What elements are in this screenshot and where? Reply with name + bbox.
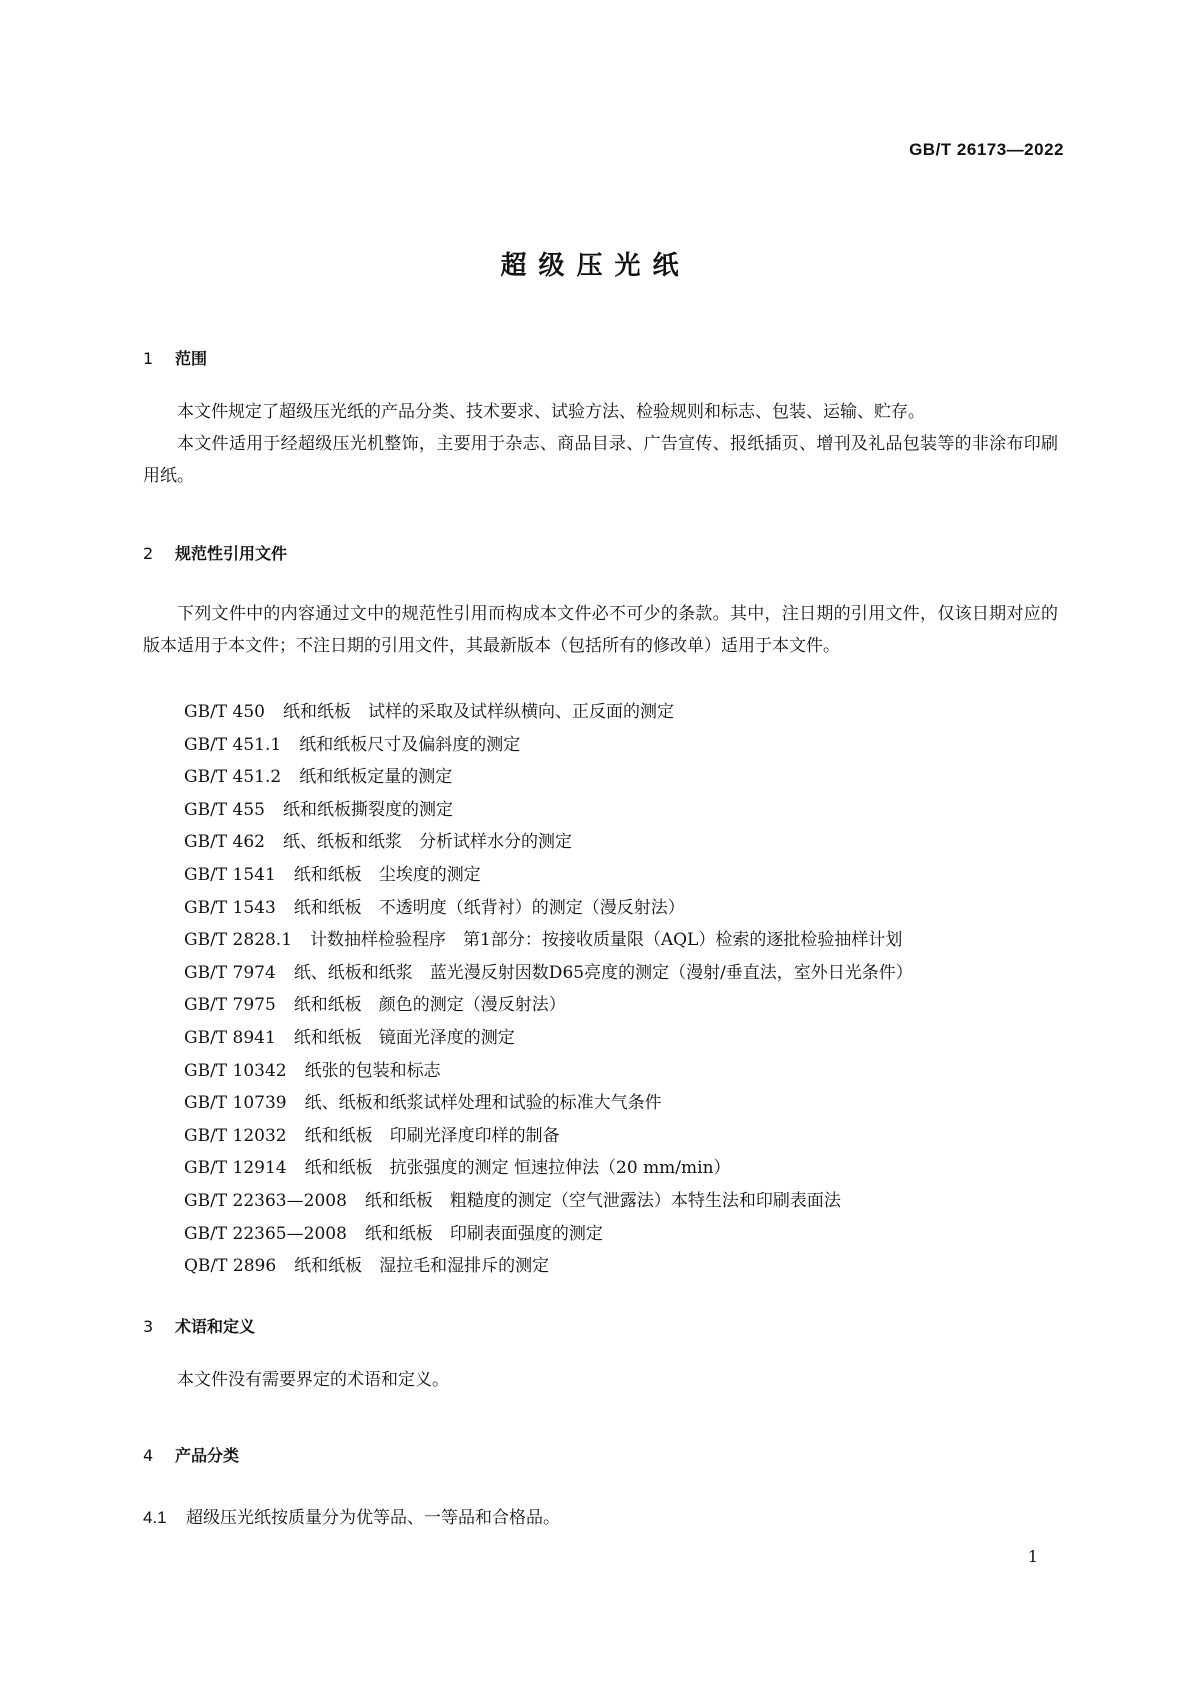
reference-title: 纸和纸板 粗糙度的测定（空气泄露法）本特生法和印刷表面法 [364,1190,841,1211]
reference-code: GB/T 2828.1 [184,930,293,951]
document-title: 超级压光纸 [500,251,691,281]
reference-item [184,1218,1064,1251]
reference-item [184,1055,1064,1088]
reference-list [184,696,1064,1283]
section-heading-scope [143,346,207,369]
reference-code: GB/T 7974 [184,962,276,983]
reference-title: 纸和纸板 尘埃度的测定 [293,864,481,885]
reference-code: GB/T 10739 [184,1093,287,1114]
reference-item [184,989,1064,1022]
reference-title: 纸和纸板 试样的采取及试样纵横向、正反面的测定 [283,702,674,722]
reference-code: GB/T 22365—2008 [184,1223,347,1244]
reference-title: 纸和纸板 镜面光泽度的测定 [293,1027,515,1048]
reference-title: 纸和纸板定量的测定 [299,767,453,788]
reference-code: GB/T 8941 [184,1027,276,1048]
reference-code: QB/T 2896 [184,1256,277,1277]
reference-item [184,924,1064,957]
section-title: 产品分类 [175,1446,240,1465]
reference-title: 纸、纸板和纸浆 分析试样水分的测定 [283,832,572,853]
section-title: 规范性引用文件 [175,544,288,563]
reference-item [184,1022,1064,1055]
reference-code: GB/T 12032 [184,1125,287,1146]
reference-code: GB/T 450 [184,702,265,722]
reference-code: GB/T 451.2 [184,767,282,788]
reference-item [184,826,1064,859]
reference-code: GB/T 10342 [184,1060,287,1081]
standard-number: GB/T 26173—2022 [909,140,1064,159]
reference-item [184,1152,1064,1185]
reference-title: 纸和纸板 抗张强度的测定 恒速拉伸法（20 mm/min） [304,1158,731,1179]
section-heading-terms [143,1314,255,1337]
scope-paragraph-1: 本文件规定了超级压光纸的产品分类、技术要求、试验方法、检验规则和标志、包装、运输、贮存。 [177,402,925,422]
reference-code: GB/T 462 [184,832,265,853]
reference-code: GB/T 1543 [184,897,276,918]
reference-title: 纸和纸板撕裂度的测定 [283,799,453,820]
section-heading-normative-refs [143,541,287,564]
section-title: 范围 [175,349,208,368]
reference-title: 纸和纸板 颜色的测定（漫反射法） [293,995,566,1016]
reference-item [184,1120,1064,1153]
reference-code: GB/T 1541 [184,864,276,885]
reference-code: GB/T 7975 [184,995,276,1016]
section-heading-classification [143,1443,239,1466]
reference-code: GB/T 451.1 [184,734,282,755]
section-number: 3 [143,1317,154,1336]
reference-title: 纸和纸板 不透明度（纸背衬）的测定（漫反射法） [293,897,685,918]
reference-item [184,794,1064,827]
reference-title: 纸、纸板和纸浆 蓝光漫反射因数D65亮度的测定（漫射/垂直法，室外日光条件） [293,962,913,983]
terms-paragraph: 本文件没有需要界定的术语和定义。 [177,1370,449,1390]
reference-title: 纸、纸板和纸浆试样处理和试验的标准大气条件 [304,1093,662,1114]
reference-item [184,729,1064,762]
clause-text: 超级压光纸按质量分为优等品、一等品和合格品。 [186,1508,560,1528]
reference-item [184,892,1064,925]
clause-4-1 [143,1503,560,1528]
normative-refs-intro: 下列文件中的内容通过文中的规范性引用而构成本文件必不可少的条款。其中，注日期的引用文件，仅该日期对应的版本适用于本文件；不注日期的引用文件，其最新版本（包括所有的修改单）适用于本文件。 [143,604,1058,656]
reference-item [184,859,1064,892]
reference-item [184,696,1064,729]
reference-item [184,1185,1064,1218]
reference-item [184,1087,1064,1120]
section-number: 4 [143,1446,154,1465]
reference-code: GB/T 22363—2008 [184,1190,347,1211]
reference-title: 计数抽样检验程序 第1部分：按接收质量限（AQL）检索的逐批检验抽样计划 [310,930,903,951]
reference-code: GB/T 12914 [184,1158,287,1179]
section-number: 1 [143,349,154,368]
reference-title: 纸和纸板 印刷光泽度印样的制备 [304,1125,560,1146]
reference-title: 纸和纸板 湿拉毛和湿排斥的测定 [294,1256,550,1277]
reference-title: 纸和纸板 印刷表面强度的测定 [364,1223,603,1244]
reference-title: 纸和纸板尺寸及偏斜度的测定 [299,734,521,755]
reference-item [184,1250,1064,1283]
section-number: 2 [143,544,154,563]
clause-number: 4.1 [143,1508,167,1527]
page-number: 1 [1027,1547,1038,1566]
reference-title: 纸张的包装和标志 [304,1060,441,1081]
scope-paragraph-2: 本文件适用于经超级压光机整饰，主要用于杂志、商品目录、广告宣传、报纸插页、增刊及礼品包装等的非涂布印刷用纸。 [143,434,1058,486]
reference-code: GB/T 455 [184,799,265,820]
section-title: 术语和定义 [175,1317,256,1336]
reference-item [184,957,1064,990]
reference-item [184,761,1064,794]
